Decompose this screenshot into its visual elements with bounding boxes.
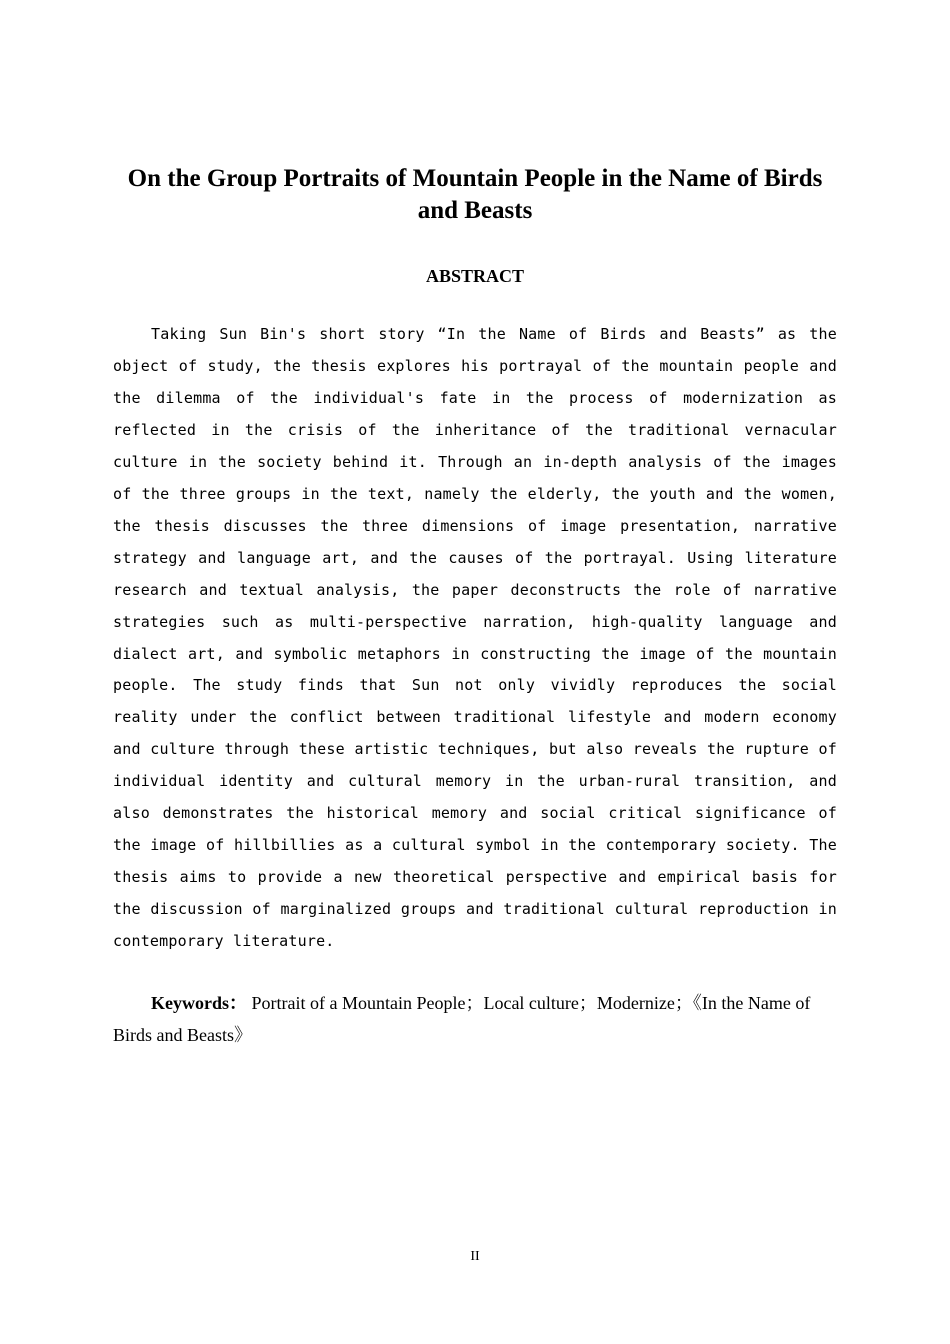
keywords-text: Portrait of a Mountain People；Local culture；Modernize；《In the Name of Birds and Beasts》	[113, 993, 811, 1045]
abstract-body: Taking Sun Bin's short story “In the Name of Birds and Beasts” as the object of study, the thesis explores his portrayal of the mountain people and the dilemma of the individual's fate in the process of modernization as reflected in the crisis of the inheritance of the traditional vernacular culture in the society behind it. Through an in-depth analysis of the images of the three groups in the text, namely the elderly, the youth and the women, the thesis discusses the three dimensions of image presentation, narrative strategy and language art, and the causes of the portrayal. Using literature research and textual analysis, the paper deconstructs the role of narrative strategies such as multi-perspective narration, high-quality language and dialect art, and symbolic metaphors in constructing the image of the mountain people. The study finds that Sun not only vividly reproduces the social reality under the conflict between traditional lifestyle and modern economy and culture through these artistic techniques, but also reveals the rupture of individual identity and cultural memory in the urban-rural transition, and also demonstrates the historical memory and social critical significance of the image of hillbillies as a cultural symbol in the contemporary society. The thesis aims to provide a new theoretical perspective and empirical basis for the discussion of marginalized groups and traditional cultural reproduction in contemporary literature.	[113, 325, 837, 951]
abstract-heading: ABSTRACT	[425, 266, 525, 286]
keywords-label: Keywords：	[151, 993, 247, 1013]
document-title: On the Group Portraits of Mountain People in the Name of Birds and Beasts	[127, 165, 823, 224]
page-number: II	[470, 1249, 480, 1264]
keywords-paragraph	[113, 987, 837, 1051]
